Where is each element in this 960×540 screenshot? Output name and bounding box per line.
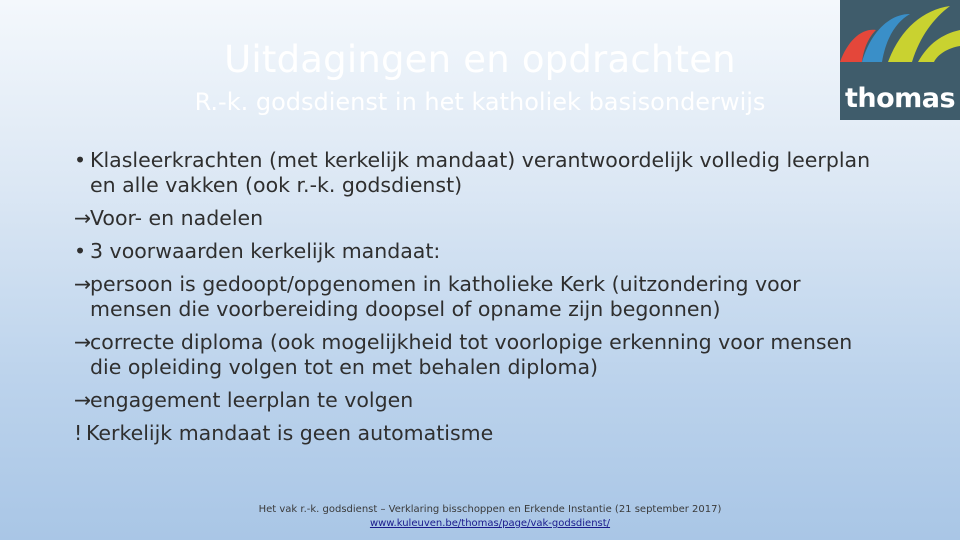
list-item-text: Voor- en nadelen [90,206,264,230]
thomas-logo [840,0,960,120]
arrow-icon: → [74,206,92,230]
list-item [72,330,872,380]
logo-text: thomas [844,83,956,114]
list-item [72,272,872,322]
list-item [72,239,872,264]
list-item-text: Klasleerkrachten (met kerkelijk mandaat) verantwoordelijk volledig leerplan en alle vakken (ook r.-k. godsdienst) [90,148,871,197]
footer-link[interactable]: www.kuleuven.be/thomas/page/vak-godsdienst/ [369,518,611,529]
list-item-text: engagement leerplan te volgen [90,388,414,412]
list-item [72,388,872,413]
arrow-icon: → [74,272,92,296]
bullet-list [72,148,872,454]
bullet-marker: • [74,239,87,263]
list-item [72,148,872,198]
footer-source: Het vak r.-k. godsdienst – Verklaring bisschoppen en Erkende Instantie (21 september 2017) [258,504,722,515]
exclamation-marker: ! [74,421,83,445]
slide-footer [170,503,810,531]
arrow-icon: → [74,330,92,354]
list-item-text: persoon is gedoopt/opgenomen in katholieke Kerk (uitzondering voor mensen die voorbereiding doopsel of opname zijn begonnen) [90,272,801,321]
slide-subtitle: R.-k. godsdienst in het katholiek basisonderwijs [194,88,766,116]
list-item-text: Kerkelijk mandaat is geen automatisme [86,421,494,445]
bullet-marker: • [74,148,87,172]
slide-title: Uitdagingen en opdrachten [224,38,736,81]
list-item-text: correcte diploma (ook mogelijkheid tot voorlopige erkenning voor mensen die opleiding volgen tot en met behalen diploma) [90,330,853,379]
list-item-text: 3 voorwaarden kerkelijk mandaat: [90,239,441,263]
arrow-icon: → [74,388,92,412]
list-item [72,421,872,446]
list-item [72,206,872,231]
